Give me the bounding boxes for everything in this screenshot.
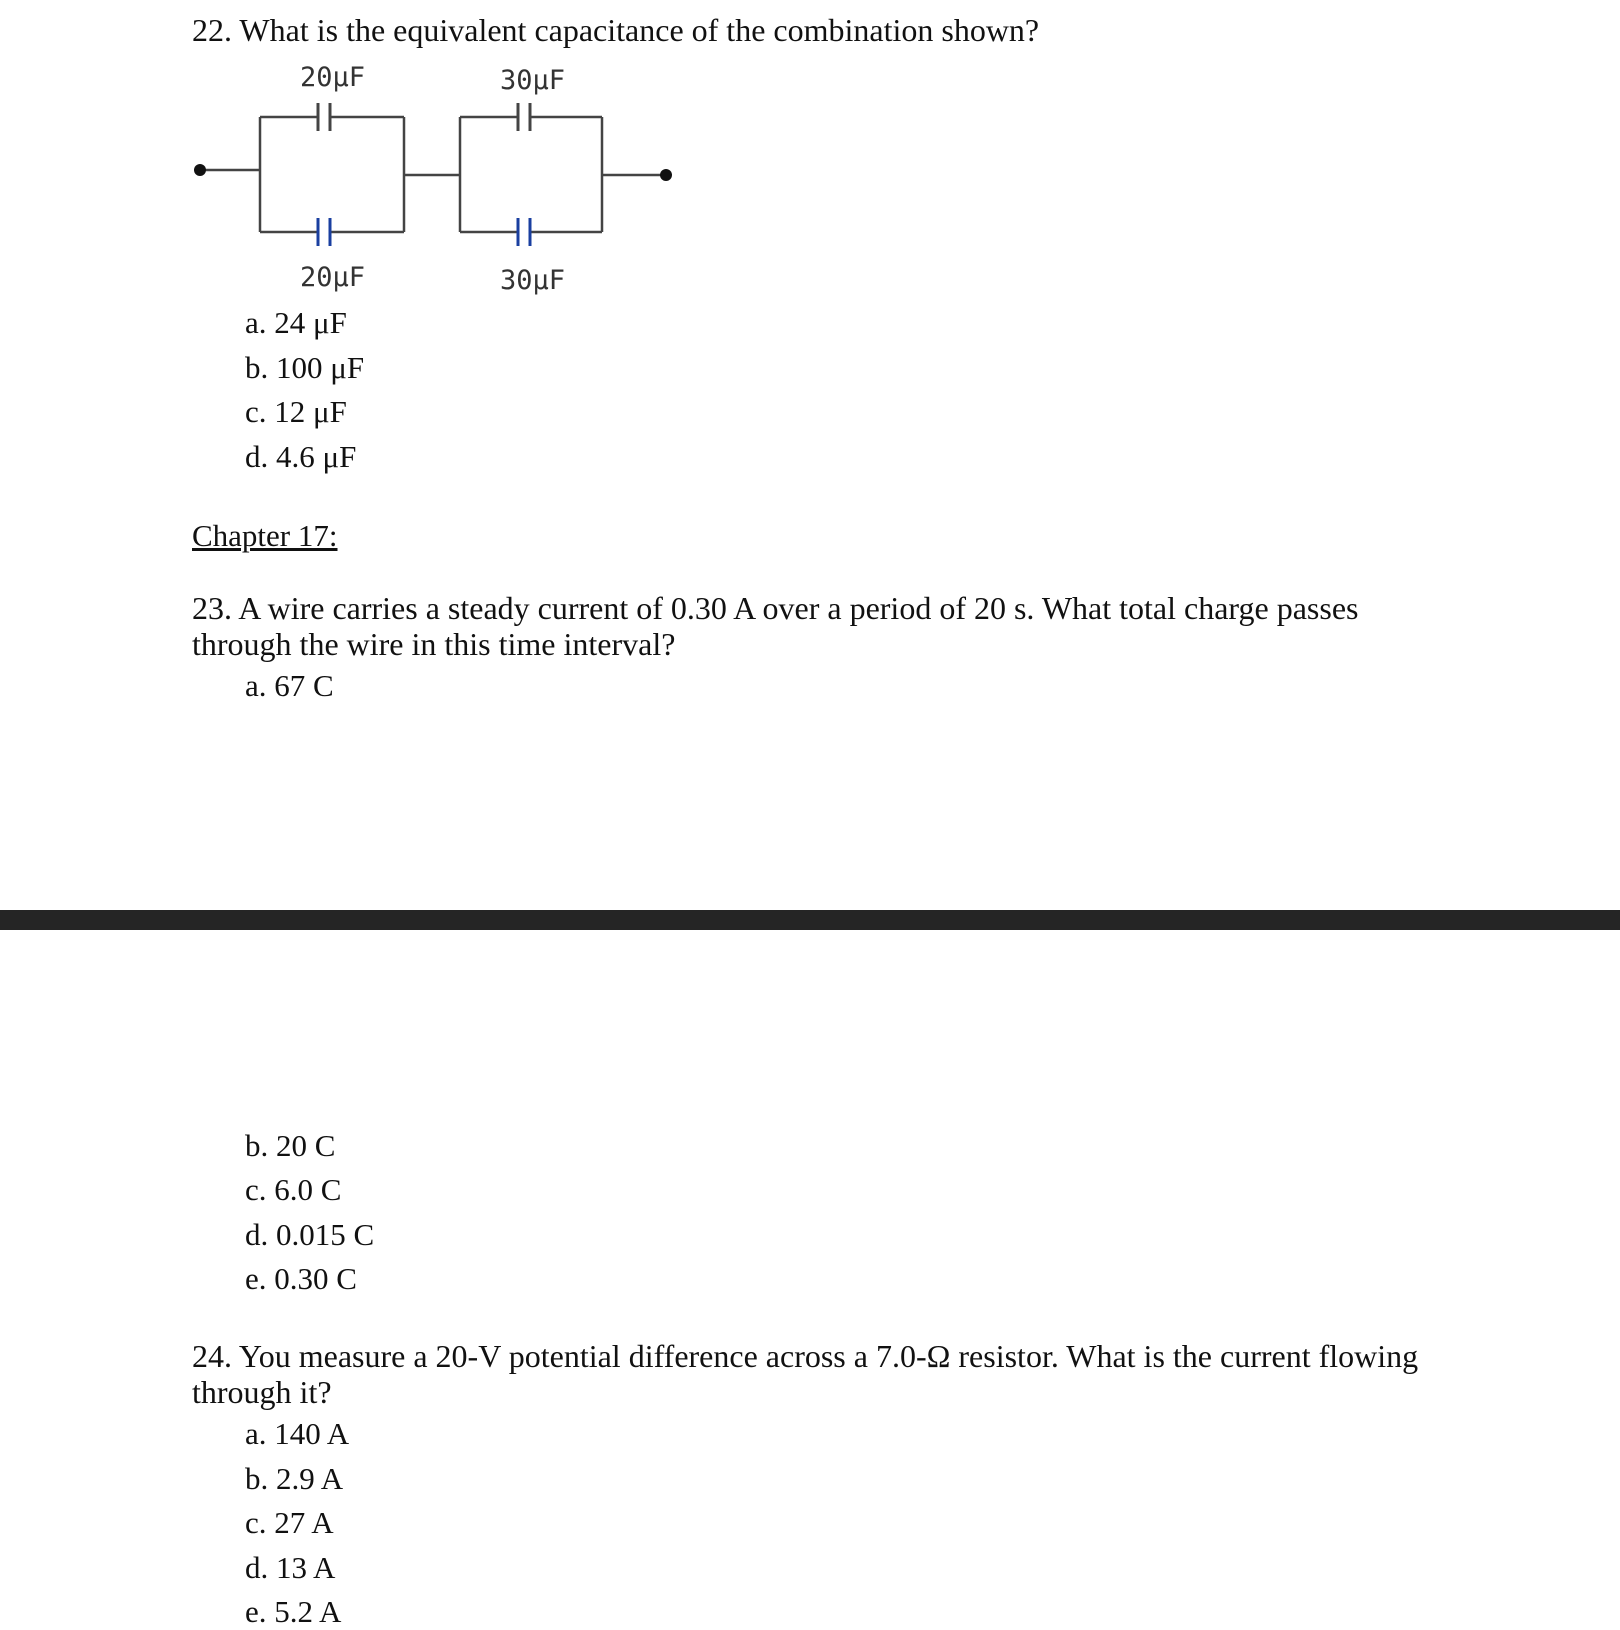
- q23-question-line1: 23. A wire carries a steady current of 0.30 A over a period of 20 s. What total charge passes: [192, 590, 1359, 626]
- page-divider: [0, 910, 1620, 930]
- q22-option-c: c. 12 μF: [245, 394, 347, 429]
- label-top-right: 30μF: [500, 65, 566, 96]
- terminal-right: [660, 169, 672, 181]
- capacitor-circuit-diagram: [180, 55, 700, 300]
- q24-option-c: c. 27 A: [245, 1505, 334, 1540]
- q24-option-a: a. 140 A: [245, 1416, 350, 1451]
- q23-option-d: d. 0.015 C: [245, 1217, 375, 1252]
- label-bottom-right: 30μF: [500, 265, 566, 296]
- chapter-heading: Chapter 17:: [192, 518, 338, 553]
- q24-option-d: d. 13 A: [245, 1550, 336, 1585]
- q24-question-line2: through it?: [192, 1374, 332, 1410]
- q23-option-b: b. 20 C: [245, 1128, 336, 1163]
- label-top-left: 20μF: [300, 62, 366, 93]
- q23-option-c: c. 6.0 C: [245, 1172, 342, 1207]
- q22-option-b: b. 100 μF: [245, 350, 365, 385]
- label-bottom-left: 20μF: [300, 262, 366, 293]
- q23-option-a: a. 67 C: [245, 668, 334, 703]
- q22-question: 22. What is the equivalent capacitance of the combination shown?: [192, 12, 1040, 48]
- q24-option-b: b. 2.9 A: [245, 1461, 344, 1496]
- q22-option-a: a. 24 μF: [245, 305, 347, 340]
- q23-question-line2: through the wire in this time interval?: [192, 626, 676, 662]
- terminal-left: [194, 164, 206, 176]
- q24-question-line1: 24. You measure a 20-V potential difference across a 7.0-Ω resistor. What is the current flowing: [192, 1338, 1419, 1374]
- q24-option-e: e. 5.2 A: [245, 1594, 342, 1629]
- q23-option-e: e. 0.30 C: [245, 1261, 357, 1296]
- q22-option-d: d. 4.6 μF: [245, 439, 357, 474]
